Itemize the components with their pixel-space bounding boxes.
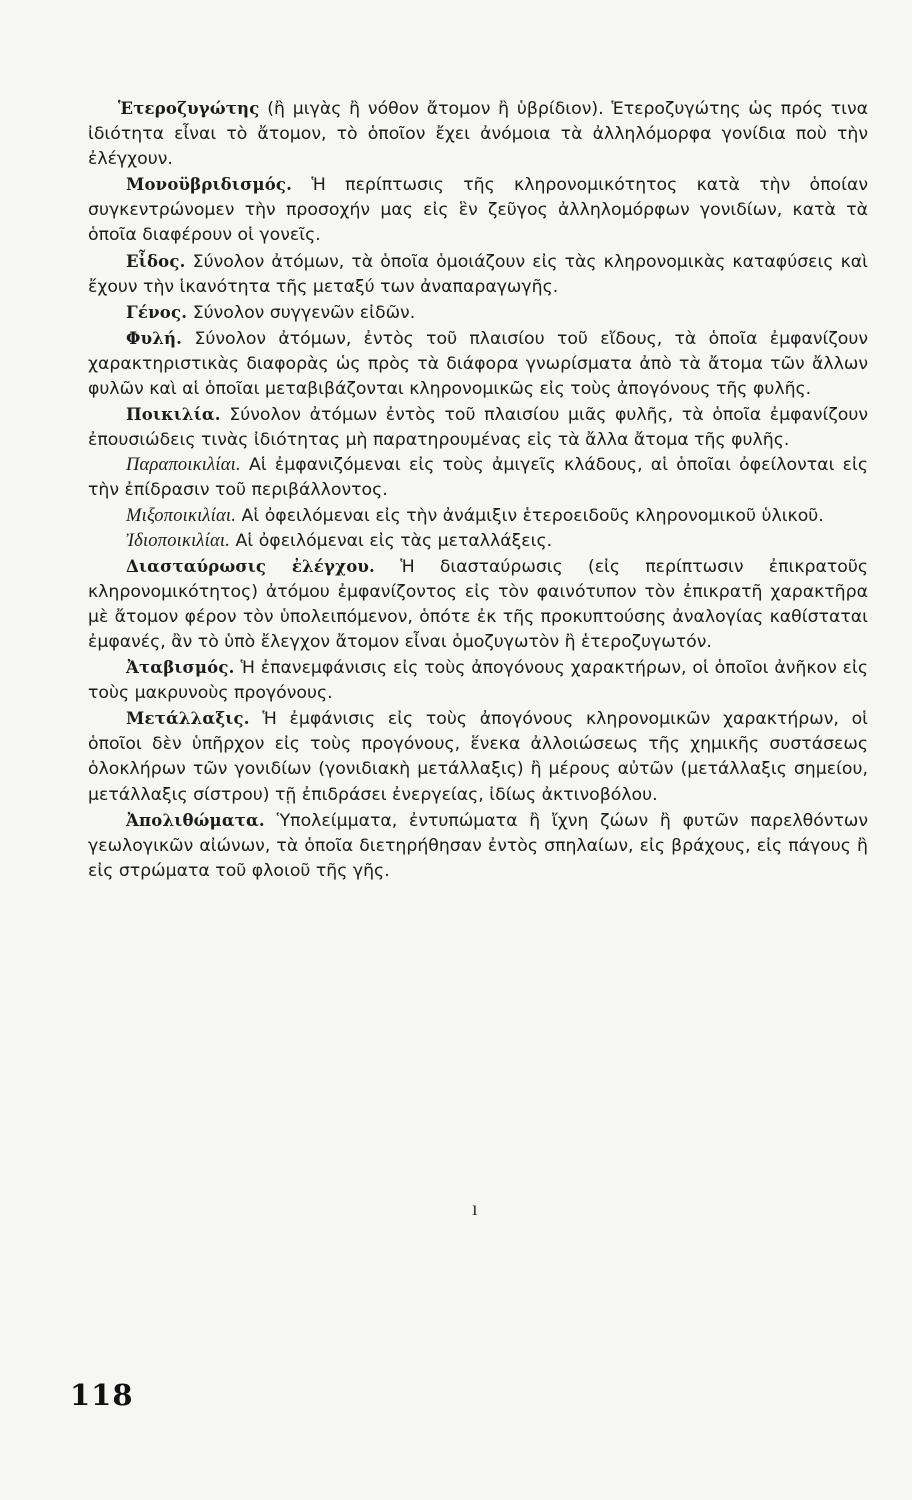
entry-text: Αἱ ἐμφανιζόμεναι εἰς τοὺς ἀμιγεῖς κλάδους, αἱ ὁποῖαι ὀφείλονται εἰς τὴν ἐπίδρασιν τοῦ περιβάλλοντος. [88,455,868,501]
entry-genus [88,300,868,326]
entry-mixovarieties [88,504,868,529]
entry-race [88,326,868,402]
print-mark: ı [472,1198,478,1220]
page-number: 118 [70,1378,134,1412]
entry-fossils [88,808,868,884]
entry-text: Σύνολον ἀτόμων ἐντὸς τοῦ πλαισίου μιᾶς φυλῆς, τὰ ὁποῖα ἐμφανίζουν ἐπουσιώδεις τινὰς ἰδιότητας μὴ παρατηρουμένας εἰς τὰ ἄλλα ἄτομα τῆς φυλῆς. [88,405,868,451]
entry-text: Ἡ διασταύρωσις (εἰς περίπτωσιν ἐπικρατοῦς κληρονομικότητος) ἀτόμου ἐμφανίζοντος εἰς τὸν φαινότυπον τὸν ἐπικρατῆ χαρακτῆρα μὲ ἄτομον φέρον τὸν ὑπολειπόμενον, ὁπότε ἐκ τῆς προκυπτούσης ἀναλογίας καθίσταται ἐμφανές, ἂν τὸ ὑπὸ ἔλεγχον ἄτομον εἶναι ὁμοζυγωτὸν ἢ ἑτεροζυγωτόν. [88,556,868,652]
entry-variety [88,402,868,453]
entry-term: Ποικιλία. [126,405,221,425]
entry-term: Ἰδιοποικιλίαι. [126,530,231,551]
entry-term: Μιξοποικιλίαι. [126,505,237,526]
entry-term: Φυλή. [126,328,183,348]
entry-heterozygote [88,96,868,172]
entry-term: Ἀταβισμός. [126,658,235,678]
entry-text: Ὑπολείμματα, ἐντυπώματα ἢ ἴχνη ζώων ἢ φυτῶν παρελθόντων γεωλογικῶν αἰώνων, τὰ ὁποῖα διετηρήθησαν ἐντὸς σπηλαίων, εἰς βράχους, εἰς πάγους ἢ εἰς στρώματα τοῦ φλοιοῦ τῆς γῆς. [88,810,868,881]
entry-text: Σύνολον ἀτόμων, τὰ ὁποῖα ὁμοιάζουν εἰς τὰς κληρονομικὰς καταφύσεις καὶ ἔχουν τὴν ἱκανότητα τῆς μεταξύ των ἀναπαραγωγῆς. [88,251,868,297]
entry-term: Διασταύρωσις ἐλέγχου. [126,556,375,576]
entry-text: Αἱ ὀφειλόμεναι εἰς τὰς μεταλλάξεις. [230,530,553,551]
entry-text: Ἡ ἐπανεμφάνισις εἰς τοὺς ἀπογόνους χαρακτήρων, οἱ ὁποῖοι ἀνῆκον εἰς τοὺς μακρυνοὺς προγόνους. [88,658,868,704]
entry-species [88,249,868,300]
entry-paravarieties [88,453,868,503]
entry-text: Ἡ περίπτωσις τῆς κληρονομικότητος κατὰ τὴν ὁποίαν συγκεντρώνομεν τὴν προσοχήν μας εἰς ἓν ζεῦγος ἀλληλομόρφων γονιδίων, κατὰ τὰ ὁποῖα διαφέρουν οἱ γονεῖς. [88,175,868,246]
entry-test-cross [88,554,868,655]
entry-term: Ἑτεροζυγώτης [118,99,260,118]
entry-mutation [88,706,868,807]
entry-term: Εἶδος. [126,251,186,271]
entry-term: Μονοϋβριδισμός. [126,175,293,195]
entry-term: Μετάλλαξις. [126,709,250,729]
glossary-text [88,96,868,884]
entry-text: Ἡ ἐμφάνισις εἰς τοὺς ἀπογόνους κληρονομικῶν χαρακτήρων, οἱ ὁποῖοι δὲν ὑπῆρχον εἰς τοὺς προγόνους, ἕνεκα ἀλλοιώσεως τῆς χημικῆς συστάσεως ὁλοκλήρων τῶν γονιδίων (γονιδιακὴ μετάλλαξις) ἢ μέρους αὐτῶν (μετάλλαξις σημείου, μετάλλαξις σίστρου) τῇ ἐπιδράσει ἐνεργείας, ἰδίως ἀκτινοβόλου. [88,709,868,805]
entry-text: Σύνολον ἀτόμων, ἐντὸς τοῦ πλαισίου τοῦ εἴδους, τὰ ὁποῖα ἐμφανίζουν χαρακτηριστικὰς διαφορὰς ὡς πρὸς τὰ διάφορα γνωρίσματα ἀπὸ τὰ ἄτομα τῶν ἄλλων φυλῶν καὶ αἱ ὁποῖαι μεταβιβάζονται κληρονομικῶς εἰς τοὺς ἀπογόνους τῆς φυλῆς. [88,328,868,400]
entry-text: Σύνολον συγγενῶν εἰδῶν. [187,302,416,323]
entry-text: (ἢ μιγὰς ἢ νόθον ἄτομον ἢ ὑβρίδιον). Ἑτεροζυγώτης ὡς πρός τινα ἰδιότητα εἶναι τὸ ἄτομον, τὸ ὁποῖον ἔχει ἀνόμοια τὰ ἀλληλόμορφα γονίδια ποὺ τὴν ἐλέγχουν. [88,99,868,170]
entry-term: Παραποικιλίαι. [126,455,241,476]
entry-text: Αἱ ὀφειλόμεναι εἰς τὴν ἀνάμιξιν ἑτεροειδοῦς κληρονομικοῦ ὑλικοῦ. [236,505,824,526]
entry-monohybridism [88,172,868,248]
entry-term: Γένος. [126,302,188,322]
entry-term: Ἀπολιθώματα. [126,810,265,830]
entry-idiovarieties [88,529,868,554]
entry-atavism [88,655,868,706]
